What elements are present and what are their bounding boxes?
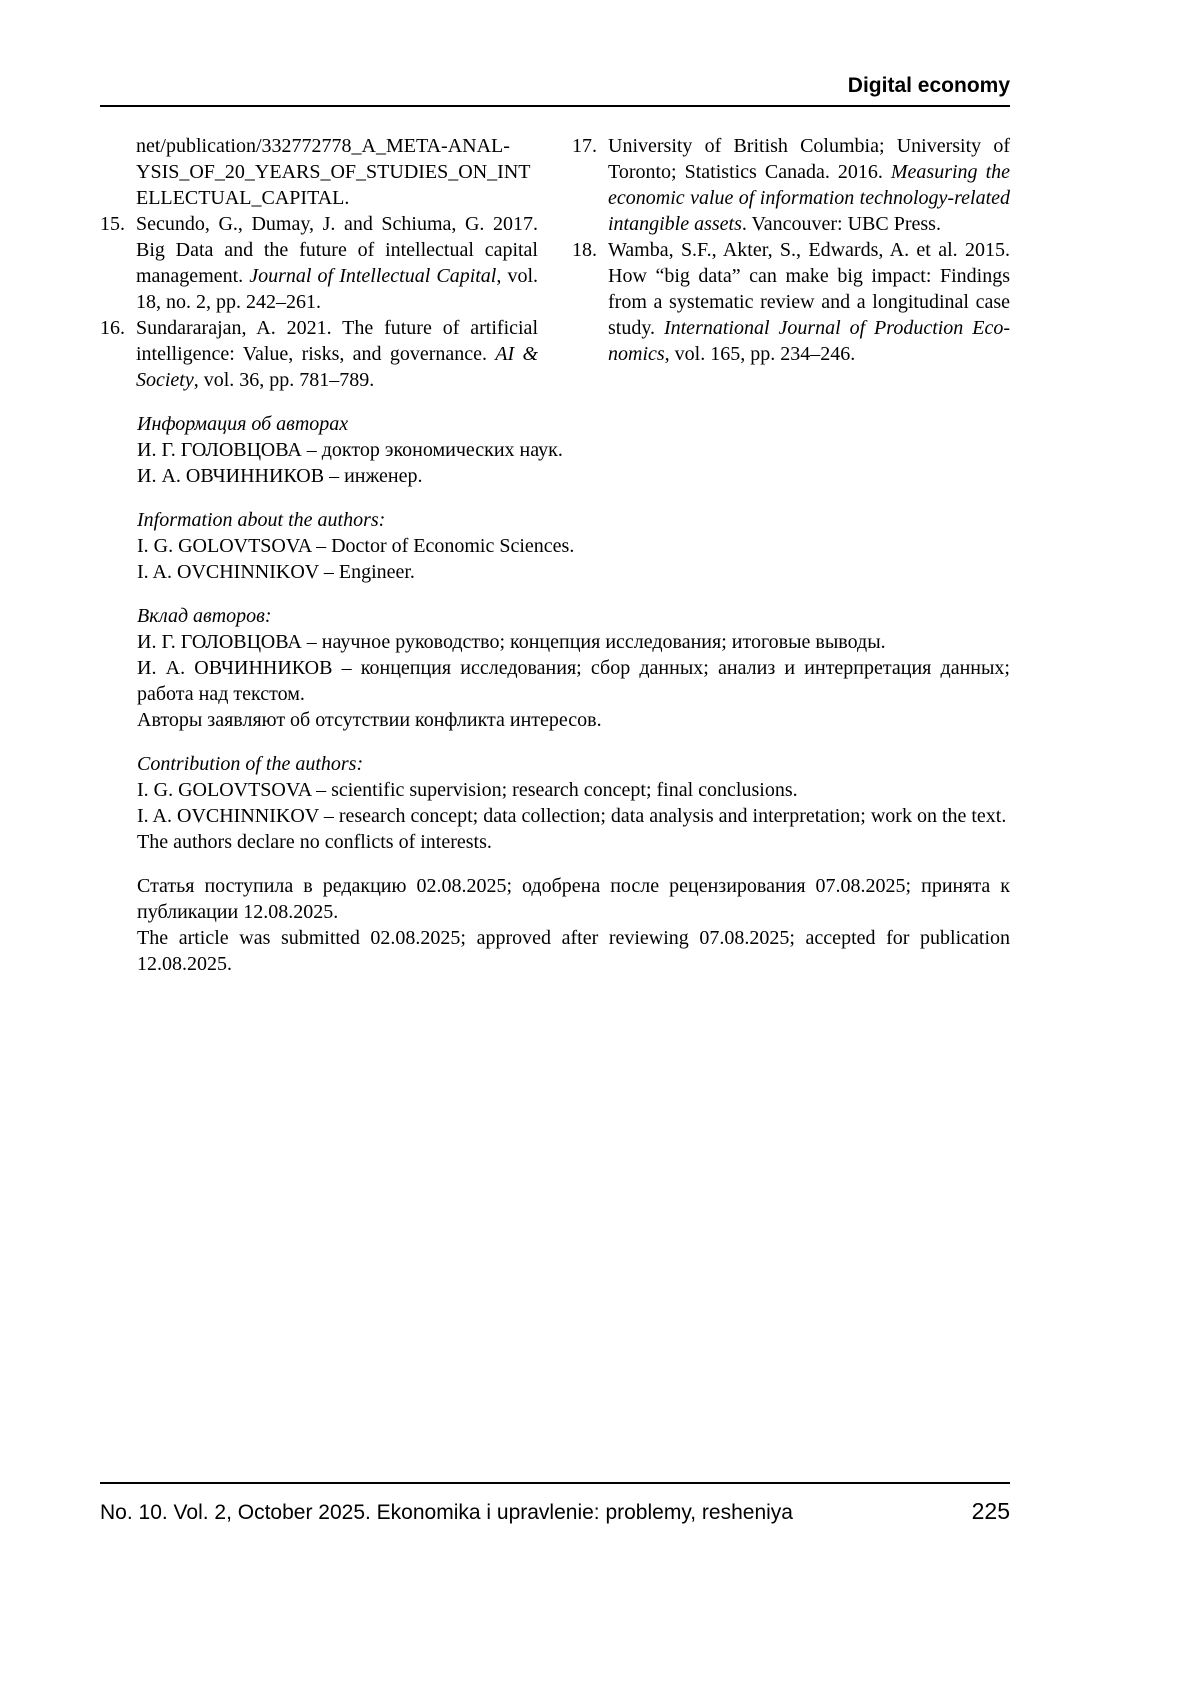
page-header bbox=[100, 0, 1010, 107]
submission-dates-ru: Статья поступила в редакцию 02.08.2025; одобрена после рецензирования 07.08.2025; принята к публикации 12.08.2025. bbox=[137, 875, 1010, 923]
author-info-line: I. G. GOLOVTSOVA – Doctor of Economic Sciences. bbox=[137, 535, 575, 557]
references-left-column bbox=[100, 133, 538, 393]
header-rule bbox=[100, 105, 1010, 107]
references-right-column bbox=[572, 133, 1010, 393]
reference-number: 15. bbox=[100, 213, 125, 235]
section-heading-author-info-en: Information about the authors: bbox=[137, 509, 386, 531]
contribution-line: Авторы заявляют об отсутствии конфликта интересов. bbox=[137, 709, 602, 731]
footer-row bbox=[100, 1498, 1010, 1526]
reference-item-16 bbox=[100, 315, 538, 393]
author-info-ru-block bbox=[137, 411, 1010, 489]
page-number: 225 bbox=[971, 1498, 1010, 1524]
author-info-line: И. Г. ГОЛОВЦОВА – доктор экономических наук. bbox=[137, 439, 563, 461]
page-content bbox=[100, 0, 1010, 977]
journal-issue-line: No. 10. Vol. 2, October 2025. Ekonomika i upravlenie: problemy, resheniya bbox=[100, 1501, 793, 1524]
reference-number: 18. bbox=[572, 239, 597, 261]
submission-dates-en: The article was submitted 02.08.2025; approved after reviewing 07.08.2025; accepted for publication 12.08.2025. bbox=[137, 927, 1010, 975]
contribution-line: The authors declare no conflicts of interests. bbox=[137, 831, 492, 853]
footer-rule bbox=[100, 1482, 1010, 1484]
reference-item-15 bbox=[100, 211, 538, 315]
running-head: Digital economy bbox=[847, 74, 1010, 97]
back-matter bbox=[100, 411, 1010, 977]
contribution-line: И. А. ОВЧИННИКОВ – концепция исследования; сбор данных; анализ и интерпретация данных; работа над текстом. bbox=[137, 657, 1010, 705]
section-heading-contribution-en: Contribution of the authors: bbox=[137, 753, 364, 775]
contribution-line: I. A. OVCHINNIKOV – research concept; data collection; data analysis and interpretation; work on the text. bbox=[137, 805, 1007, 827]
reference-number: 17. bbox=[572, 135, 597, 157]
section-heading-author-info-ru: Информация об авторах bbox=[137, 413, 349, 435]
reference-item-17 bbox=[572, 133, 1010, 237]
contribution-line: И. Г. ГОЛОВЦОВА – научное руководство; концепция исследования; итоговые выводы. bbox=[137, 631, 886, 653]
reference-item-18 bbox=[572, 237, 1010, 367]
references-section bbox=[100, 133, 1010, 393]
reference-text: net/publication/332772778_A_META-ANALYSIS_OF_20_YEARS_OF_STUDIES_ON_INTELLECTUAL_CAPITAL. bbox=[136, 135, 531, 209]
author-info-en-block bbox=[137, 507, 1010, 585]
contribution-line: I. G. GOLOVTSOVA – scientific supervision; research concept; final conclusions. bbox=[137, 779, 798, 801]
contribution-en-block bbox=[137, 751, 1010, 855]
author-info-line: И. А. ОВЧИННИКОВ – инженер. bbox=[137, 465, 423, 487]
reference-text: Secundo, G., Dumay, J. and Schiuma, G. 2017. Big Data and the future of intellectual capital management. Journal of Intellectual Capital, vol. 18, no. 2, pp. 242–261. bbox=[136, 213, 538, 313]
reference-text: University of British Columbia; University of Toronto; Statistics Canada. 2016. Measuring the economic value of information technology-related intangible assets. Vancouver: UBC Press. bbox=[608, 135, 1011, 235]
section-heading-contribution-ru: Вклад авторов: bbox=[137, 605, 272, 627]
page-footer bbox=[100, 1482, 1010, 1526]
reference-item-14-continuation bbox=[100, 133, 538, 211]
author-info-line: I. A. OVCHINNIKOV – Engineer. bbox=[137, 561, 415, 583]
reference-text: Wamba, S.F., Akter, S., Edwards, A. et al. 2015. How “big data” can make big impact: Findings from a systematic review and a longitudinal case study. International Journal of Production Economics, vol. 165, pp. 234–246. bbox=[608, 239, 1010, 365]
reference-number: 16. bbox=[100, 317, 125, 339]
contribution-ru-block bbox=[137, 603, 1010, 733]
submission-dates-block bbox=[137, 873, 1010, 977]
reference-text: Sundararajan, A. 2021. The future of artificial intelligence: Value, risks, and governance. AI & Society, vol. 36, pp. 781–789. bbox=[136, 317, 538, 391]
